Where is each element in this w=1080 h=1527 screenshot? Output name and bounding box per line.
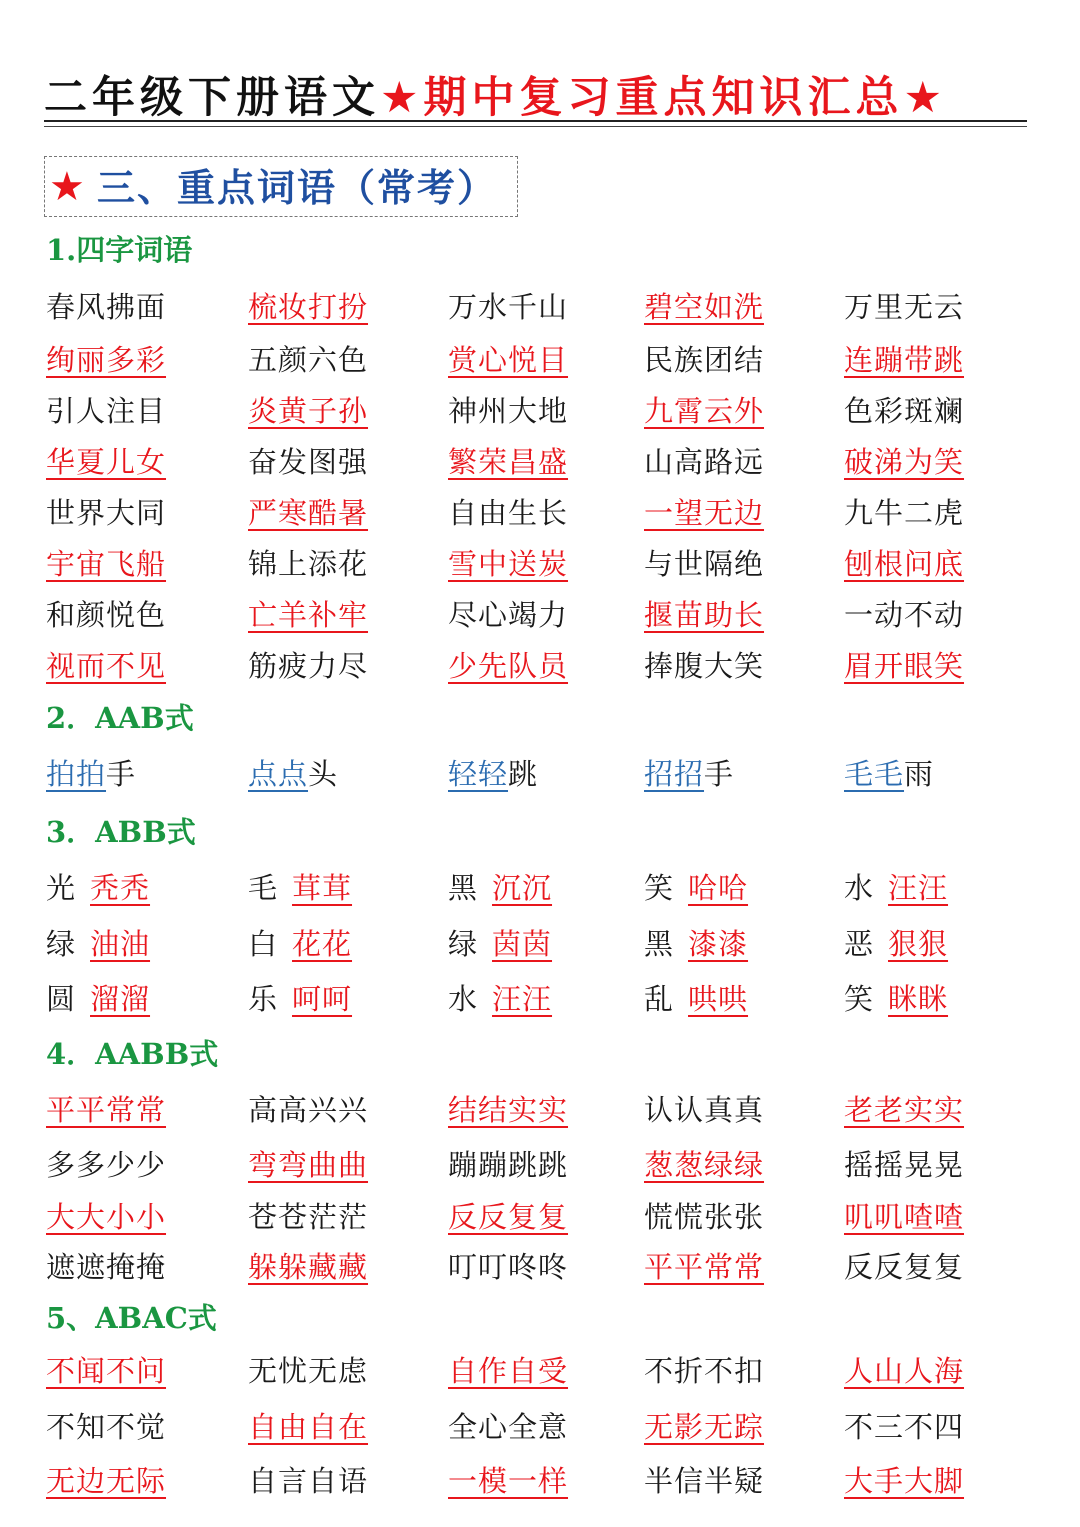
abb-repeat: 汪汪 bbox=[492, 982, 553, 1016]
four-char-row bbox=[0, 593, 1080, 637]
abb-prefix: 笑 bbox=[844, 982, 875, 1016]
abb-repeat: 溜溜 bbox=[90, 982, 151, 1016]
abb-row bbox=[0, 922, 1080, 966]
abb-repeat: 茵茵 bbox=[492, 927, 553, 961]
word: 苍苍茫茫 bbox=[248, 1200, 369, 1234]
aab-word bbox=[248, 752, 338, 796]
highlighted-word: 无影无踪 bbox=[644, 1410, 765, 1444]
word: 万里无云 bbox=[844, 290, 965, 324]
highlighted-word: 无边无际 bbox=[46, 1464, 167, 1498]
word: 认认真真 bbox=[644, 1093, 765, 1127]
aabb-row bbox=[0, 1088, 1080, 1132]
abb-prefix: 水 bbox=[448, 982, 479, 1016]
subsection-four-char-heading: 1.四字词语 bbox=[46, 233, 193, 267]
subsection-abb-heading: 3．ABB式 bbox=[46, 815, 196, 849]
highlighted-word: 眉开眼笑 bbox=[844, 649, 965, 683]
highlighted-word: 大大小小 bbox=[46, 1200, 167, 1234]
highlighted-word: 九霄云外 bbox=[644, 394, 765, 428]
word: 五颜六色 bbox=[248, 343, 369, 377]
word: 自言自语 bbox=[248, 1464, 369, 1498]
word: 山高路远 bbox=[644, 445, 765, 479]
abb-word bbox=[448, 977, 552, 1021]
word: 锦上添花 bbox=[248, 547, 369, 581]
abb-repeat: 花花 bbox=[292, 927, 353, 961]
four-char-row bbox=[0, 389, 1080, 433]
aab-word bbox=[844, 752, 934, 796]
abb-word bbox=[448, 922, 552, 966]
word: 半信半疑 bbox=[644, 1464, 765, 1498]
abb-prefix: 笑 bbox=[644, 871, 675, 905]
abb-word bbox=[844, 922, 948, 966]
abb-prefix: 黑 bbox=[644, 927, 675, 961]
highlighted-word: 连蹦带跳 bbox=[844, 343, 965, 377]
highlighted-word: 华夏儿女 bbox=[46, 445, 167, 479]
page-title bbox=[44, 64, 1034, 124]
abac-row bbox=[0, 1349, 1080, 1393]
word: 全心全意 bbox=[448, 1410, 569, 1444]
highlighted-word: 平平常常 bbox=[644, 1250, 765, 1284]
abb-prefix: 黑 bbox=[448, 871, 479, 905]
four-char-row bbox=[0, 440, 1080, 484]
aab-suffix: 手 bbox=[704, 757, 735, 791]
abb-prefix: 水 bbox=[844, 871, 875, 905]
highlighted-word: 碧空如洗 bbox=[644, 290, 765, 324]
word: 高高兴兴 bbox=[248, 1093, 369, 1127]
aab-repeat: 招招 bbox=[644, 757, 705, 791]
highlighted-word: 自由自在 bbox=[248, 1410, 369, 1444]
abb-prefix: 乱 bbox=[644, 982, 675, 1016]
abb-word bbox=[248, 922, 352, 966]
highlighted-word: 严寒酷暑 bbox=[248, 496, 369, 530]
highlighted-word: 不闻不问 bbox=[46, 1354, 167, 1388]
word: 万水千山 bbox=[448, 290, 569, 324]
abb-repeat: 漆漆 bbox=[688, 927, 749, 961]
aab-suffix: 手 bbox=[106, 757, 137, 791]
abb-prefix: 毛 bbox=[248, 871, 279, 905]
abb-word bbox=[644, 922, 748, 966]
highlighted-word: 刨根问底 bbox=[844, 547, 965, 581]
abb-repeat: 呵呵 bbox=[292, 982, 353, 1016]
four-char-row bbox=[0, 338, 1080, 382]
abb-word bbox=[844, 866, 948, 910]
abb-prefix: 乐 bbox=[248, 982, 279, 1016]
highlighted-word: 赏心悦目 bbox=[448, 343, 569, 377]
highlighted-word: 视而不见 bbox=[46, 649, 167, 683]
aab-word bbox=[46, 752, 136, 796]
abb-repeat: 哄哄 bbox=[688, 982, 749, 1016]
word: 不知不觉 bbox=[46, 1410, 167, 1444]
aabb-row bbox=[0, 1245, 1080, 1289]
highlighted-word: 躲躲藏藏 bbox=[248, 1250, 369, 1284]
word: 和颜悦色 bbox=[46, 598, 167, 632]
abb-repeat: 眯眯 bbox=[888, 982, 949, 1016]
title-highlight: ★期中复习重点知识汇总★ bbox=[380, 73, 948, 123]
word: 蹦蹦跳跳 bbox=[448, 1148, 569, 1182]
abb-repeat: 沉沉 bbox=[492, 871, 553, 905]
highlighted-word: 梳妆打扮 bbox=[248, 290, 369, 324]
highlighted-word: 葱葱绿绿 bbox=[644, 1148, 765, 1182]
aabb-row bbox=[0, 1143, 1080, 1187]
word: 一动不动 bbox=[844, 598, 965, 632]
subsection-abac-heading: 5、ABAC式 bbox=[46, 1301, 217, 1335]
highlighted-word: 弯弯曲曲 bbox=[248, 1148, 369, 1182]
highlighted-word: 结结实实 bbox=[448, 1093, 569, 1127]
word: 奋发图强 bbox=[248, 445, 369, 479]
abb-prefix: 恶 bbox=[844, 927, 875, 961]
highlighted-word: 揠苗助长 bbox=[644, 598, 765, 632]
aab-suffix: 雨 bbox=[904, 757, 935, 791]
section-heading-box bbox=[44, 156, 518, 217]
highlighted-word: 少先队员 bbox=[448, 649, 569, 683]
abb-word bbox=[644, 977, 748, 1021]
abb-word bbox=[248, 866, 352, 910]
section-heading: 三、重点词语（常考） bbox=[97, 165, 498, 210]
abb-repeat: 油油 bbox=[90, 927, 151, 961]
word: 九牛二虎 bbox=[844, 496, 965, 530]
word: 摇摇晃晃 bbox=[844, 1148, 965, 1182]
subsection-aabb-heading: 4．AABB式 bbox=[46, 1037, 219, 1071]
word: 多多少少 bbox=[46, 1148, 167, 1182]
abb-prefix: 光 bbox=[46, 871, 77, 905]
word: 遮遮掩掩 bbox=[46, 1250, 167, 1284]
word: 神州大地 bbox=[448, 394, 569, 428]
title-main: 二年级下册语文 bbox=[44, 73, 380, 123]
highlighted-word: 大手大脚 bbox=[844, 1464, 965, 1498]
highlighted-word: 人山人海 bbox=[844, 1354, 965, 1388]
word: 不三不四 bbox=[844, 1410, 965, 1444]
abb-word bbox=[644, 866, 748, 910]
word: 慌慌张张 bbox=[644, 1200, 765, 1234]
abb-word bbox=[46, 866, 150, 910]
aab-suffix: 跳 bbox=[508, 757, 539, 791]
highlighted-word: 破涕为笑 bbox=[844, 445, 965, 479]
abb-word bbox=[844, 977, 948, 1021]
abb-prefix: 圆 bbox=[46, 982, 77, 1016]
highlighted-word: 宇宙飞船 bbox=[46, 547, 167, 581]
abb-repeat: 哈哈 bbox=[688, 871, 749, 905]
word: 捧腹大笑 bbox=[644, 649, 765, 683]
highlighted-word: 自作自受 bbox=[448, 1354, 569, 1388]
word: 引人注目 bbox=[46, 394, 167, 428]
highlighted-word: 繁荣昌盛 bbox=[448, 445, 569, 479]
aab-word bbox=[448, 752, 538, 796]
highlighted-word: 绚丽多彩 bbox=[46, 343, 167, 377]
highlighted-word: 一望无边 bbox=[644, 496, 765, 530]
word: 色彩斑斓 bbox=[844, 394, 965, 428]
highlighted-word: 反反复复 bbox=[448, 1200, 569, 1234]
title-rule-thin bbox=[44, 126, 1027, 127]
four-char-row bbox=[0, 644, 1080, 688]
word: 春风拂面 bbox=[46, 290, 167, 324]
four-char-row bbox=[0, 542, 1080, 586]
subsection-aab-heading: 2．AAB式 bbox=[46, 701, 194, 735]
word: 筋疲力尽 bbox=[248, 649, 369, 683]
abb-repeat: 汪汪 bbox=[888, 871, 949, 905]
highlighted-word: 亡羊补牢 bbox=[248, 598, 369, 632]
four-char-row bbox=[0, 491, 1080, 535]
abac-row bbox=[0, 1459, 1080, 1503]
aab-word bbox=[644, 752, 734, 796]
aab-row bbox=[0, 752, 1080, 796]
abb-row bbox=[0, 866, 1080, 910]
word: 民族团结 bbox=[644, 343, 765, 377]
abb-row bbox=[0, 977, 1080, 1021]
title-rule-thick bbox=[44, 120, 1027, 122]
aab-repeat: 拍拍 bbox=[46, 757, 107, 791]
word: 尽心竭力 bbox=[448, 598, 569, 632]
abb-repeat: 狠狠 bbox=[888, 927, 949, 961]
highlighted-word: 平平常常 bbox=[46, 1093, 167, 1127]
abb-prefix: 绿 bbox=[46, 927, 77, 961]
highlighted-word: 一模一样 bbox=[448, 1464, 569, 1498]
aab-repeat: 毛毛 bbox=[844, 757, 905, 791]
word: 无忧无虑 bbox=[248, 1354, 369, 1388]
word: 反反复复 bbox=[844, 1250, 965, 1284]
aab-suffix: 头 bbox=[308, 757, 339, 791]
highlighted-word: 老老实实 bbox=[844, 1093, 965, 1127]
highlighted-word: 雪中送炭 bbox=[448, 547, 569, 581]
word: 世界大同 bbox=[46, 496, 167, 530]
highlighted-word: 叽叽喳喳 bbox=[844, 1200, 965, 1234]
abb-word bbox=[46, 922, 150, 966]
abb-repeat: 茸茸 bbox=[292, 871, 353, 905]
abb-word bbox=[448, 866, 552, 910]
abb-prefix: 白 bbox=[248, 927, 279, 961]
star-icon: ★ bbox=[49, 164, 85, 210]
abb-word bbox=[46, 977, 150, 1021]
four-char-row bbox=[0, 285, 1080, 329]
abb-prefix: 绿 bbox=[448, 927, 479, 961]
abac-row bbox=[0, 1405, 1080, 1449]
highlighted-word: 炎黄子孙 bbox=[248, 394, 369, 428]
aab-repeat: 轻轻 bbox=[448, 757, 509, 791]
aab-repeat: 点点 bbox=[248, 757, 309, 791]
word: 叮叮咚咚 bbox=[448, 1250, 569, 1284]
word: 自由生长 bbox=[448, 496, 569, 530]
abb-repeat: 秃秃 bbox=[90, 871, 151, 905]
word: 不折不扣 bbox=[644, 1354, 765, 1388]
aabb-row bbox=[0, 1195, 1080, 1239]
abb-word bbox=[248, 977, 352, 1021]
word: 与世隔绝 bbox=[644, 547, 765, 581]
